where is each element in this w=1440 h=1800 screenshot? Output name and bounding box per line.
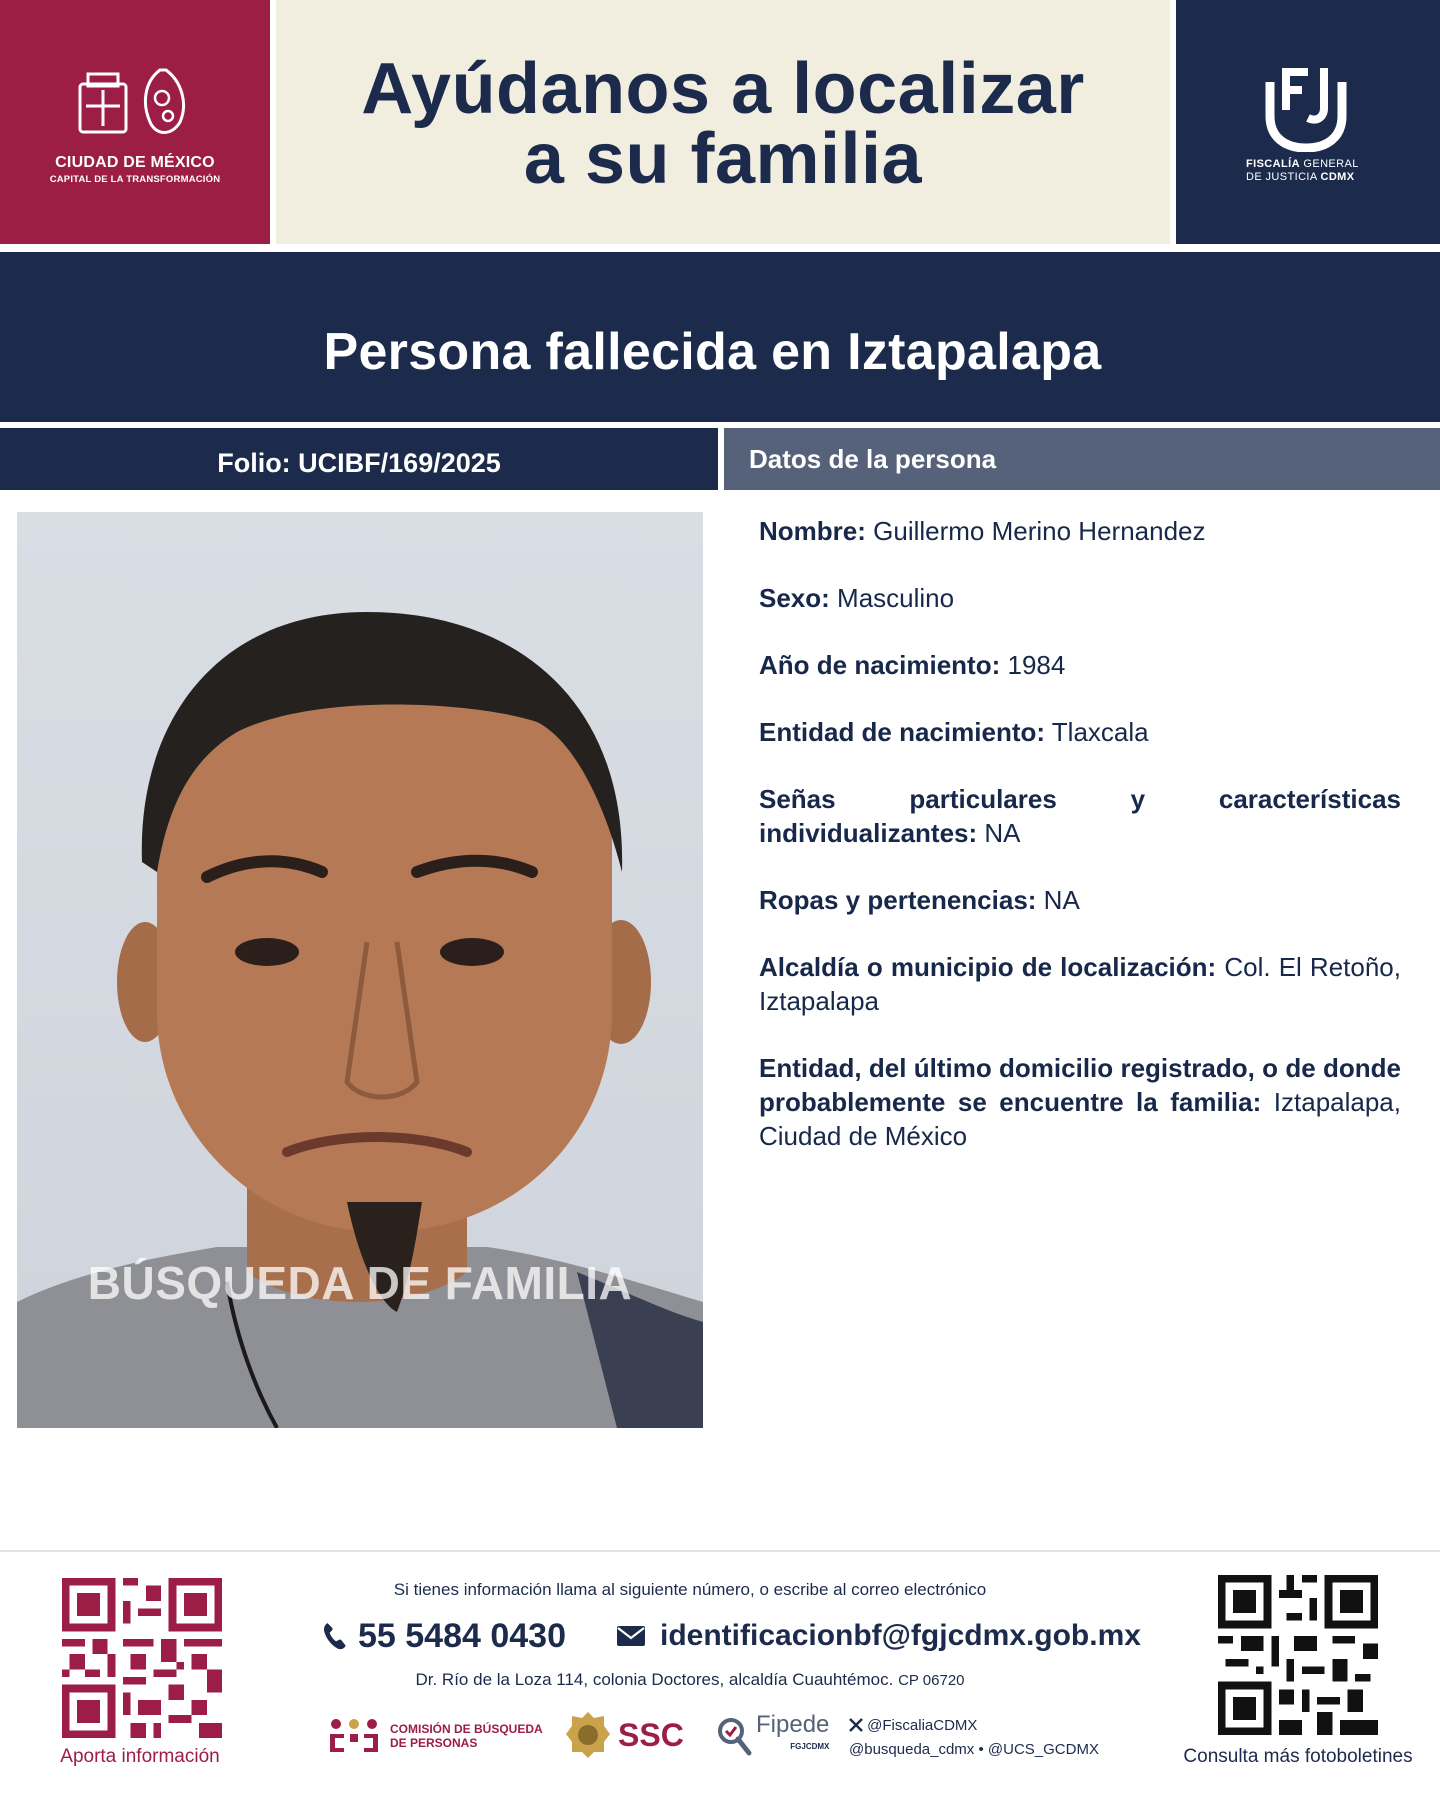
qr-code-icon[interactable] <box>1218 1575 1378 1735</box>
qr-code-icon[interactable] <box>62 1578 222 1738</box>
field-value: NA <box>1043 885 1080 915</box>
cbp-logo-icon <box>328 1718 380 1754</box>
cdmx-tagline: CAPITAL DE LA TRANSFORMACIÓN <box>49 174 221 185</box>
section-header <box>724 428 1440 490</box>
office-address <box>330 1670 1050 1690</box>
social-handles <box>849 1714 1099 1762</box>
headline-panel <box>276 0 1170 244</box>
title-band <box>0 252 1440 422</box>
fgj-name-bold-2: CDMX <box>1320 171 1355 183</box>
partner-cbp <box>328 1718 543 1754</box>
footer-divider <box>0 1550 1440 1552</box>
twitter-row[interactable] <box>849 1714 1099 1738</box>
field-value: Guillermo Merino Hernandez <box>873 516 1206 546</box>
qr-left-label[interactable]: Aporta información <box>60 1746 220 1767</box>
field-senas-particulares <box>759 782 1401 850</box>
x-logo-icon <box>849 1718 863 1732</box>
fipede-sub: FGJCDMX <box>790 1742 830 1751</box>
field-value: Masculino <box>837 583 955 613</box>
fgj-name-rest-2: DE JUSTICIA <box>1246 171 1321 183</box>
field-entidad-nacimiento <box>759 715 1401 749</box>
field-label: Nombre: <box>759 516 866 546</box>
cdmx-name: CIUDAD DE MÉXICO <box>55 154 215 171</box>
fgj-brand-panel <box>1176 0 1440 244</box>
fgj-logo-icon <box>1264 62 1348 152</box>
phone-number[interactable]: 55 5484 0430 <box>358 1616 566 1655</box>
cbp-name-line-2: DE PERSONAS <box>390 1736 478 1750</box>
folio-number: Folio: UCIBF/169/2025 <box>217 448 501 478</box>
field-ropas <box>759 883 1401 917</box>
field-value: NA <box>984 818 1021 848</box>
field-value: 1984 <box>1007 650 1066 680</box>
section-title: Datos de la persona <box>749 444 997 474</box>
address-street: Dr. Río de la Loza 114, colonia Doctores, alcaldía Cuauhtémoc. <box>415 1670 894 1689</box>
field-label: Entidad de nacimiento: <box>759 717 1046 747</box>
person-photo <box>17 512 703 1428</box>
qr-right-label[interactable]: Consulta más fotoboletines <box>1183 1746 1413 1767</box>
phone-icon <box>322 1621 348 1651</box>
cbp-name-line-1: COMISIÓN DE BÚSQUEDA <box>390 1722 543 1736</box>
field-sexo <box>759 581 1401 615</box>
twitter-handle[interactable]: @FiscaliaCDMX <box>867 1717 978 1734</box>
ssc-badge-icon <box>566 1710 610 1760</box>
field-nombre <box>759 514 1401 548</box>
partner-ssc <box>566 1710 684 1760</box>
fgj-name <box>1246 158 1359 184</box>
partner-fipede <box>716 1711 830 1758</box>
field-label: Alcaldía o municipio de localización: <box>759 952 1217 982</box>
headline-line-1: Ayúdanos a localizar <box>361 49 1085 129</box>
email-address[interactable]: identificacionbf@fgjcdmx.gob.mx <box>660 1619 1141 1652</box>
phone-contact[interactable] <box>322 1614 566 1658</box>
cdmx-brand-panel <box>0 0 270 244</box>
headline <box>276 49 1170 199</box>
field-value: Iztapalapa, Ciudad de México <box>759 1087 1401 1151</box>
contact-instructions: Si tienes información llama al siguiente número, o escribe al correo electrónico <box>393 1580 987 1599</box>
field-value: Tlaxcala <box>1051 717 1149 747</box>
envelope-icon <box>616 1625 646 1647</box>
person-details <box>759 514 1401 1186</box>
cdmx-logo-icon <box>70 64 200 144</box>
field-alcaldia <box>759 950 1401 1018</box>
folio-bar <box>0 428 718 490</box>
address-postal-code: CP 06720 <box>898 1672 965 1689</box>
email-contact[interactable] <box>616 1614 1141 1658</box>
field-label: Señas particulares y características individualizantes: <box>759 784 1401 848</box>
field-value: Col. El Retoño, Iztapalapa <box>759 952 1401 1016</box>
field-ultimo-domicilio <box>759 1051 1401 1153</box>
magnifier-icon <box>716 1716 752 1756</box>
cbp-name <box>390 1722 543 1750</box>
page-title: Persona fallecida en Iztapalapa <box>323 323 1102 381</box>
field-ano-nacimiento <box>759 648 1401 682</box>
fgj-name-bold-1: FISCALÍA <box>1246 158 1300 170</box>
other-handles[interactable]: @busqueda_cdmx • @UCS_GCDMX <box>849 1741 1099 1758</box>
header <box>0 0 1440 246</box>
fipede-name <box>756 1711 830 1758</box>
field-label: Entidad, del último domicilio registrado, o de donde probablemente se encuentre la familia: <box>759 1053 1401 1117</box>
headline-line-2: a su familia <box>523 119 923 199</box>
photo-watermark: BÚSQUEDA DE FAMILIA <box>87 1257 633 1309</box>
field-label: Ropas y pertenencias: <box>759 885 1037 915</box>
field-label: Sexo: <box>759 583 830 613</box>
fgj-name-rest-1: GENERAL <box>1299 158 1359 170</box>
fipede-title: Fipede <box>756 1711 830 1738</box>
field-label: Año de nacimiento: <box>759 650 1001 680</box>
ssc-name: SSC <box>618 1716 684 1753</box>
